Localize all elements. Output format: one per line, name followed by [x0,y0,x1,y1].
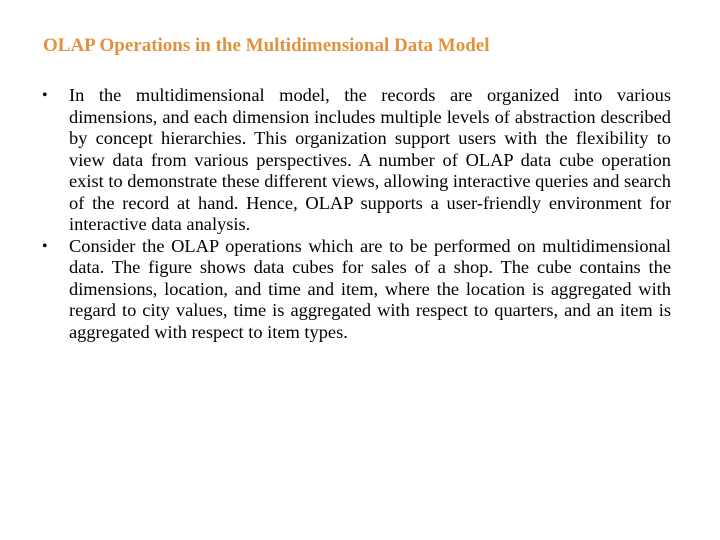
bullet-list [42,85,671,343]
bullet-item [42,85,671,236]
bullet-text: In the multidimensional model, the records are organized into various dimensions, and each dimension includes multiple levels of abstraction described by concept hierarchies. This organization support users with the flexibility to view data from various perspectives. A number of OLAP data cube operation exist to demonstrate these different views, allowing interactive queries and search of the record at hand. Hence, OLAP supports a user-friendly environment for interactive data analysis. [69,85,671,234]
slide-title: OLAP Operations in the Multidimensional Data Model [43,35,490,56]
bullet-text: Consider the OLAP operations which are to be performed on multidimensional data. The figure shows data cubes for sales of a shop. The cube contains the dimensions, location, and time and item, where the location is aggregated with regard to city values, time is aggregated with respect to quarters, and an item is aggregated with respect to item types. [69,235,671,342]
bullet-item [42,236,671,344]
bullet-marker: • [42,237,48,255]
bullet-marker: • [42,87,48,104]
